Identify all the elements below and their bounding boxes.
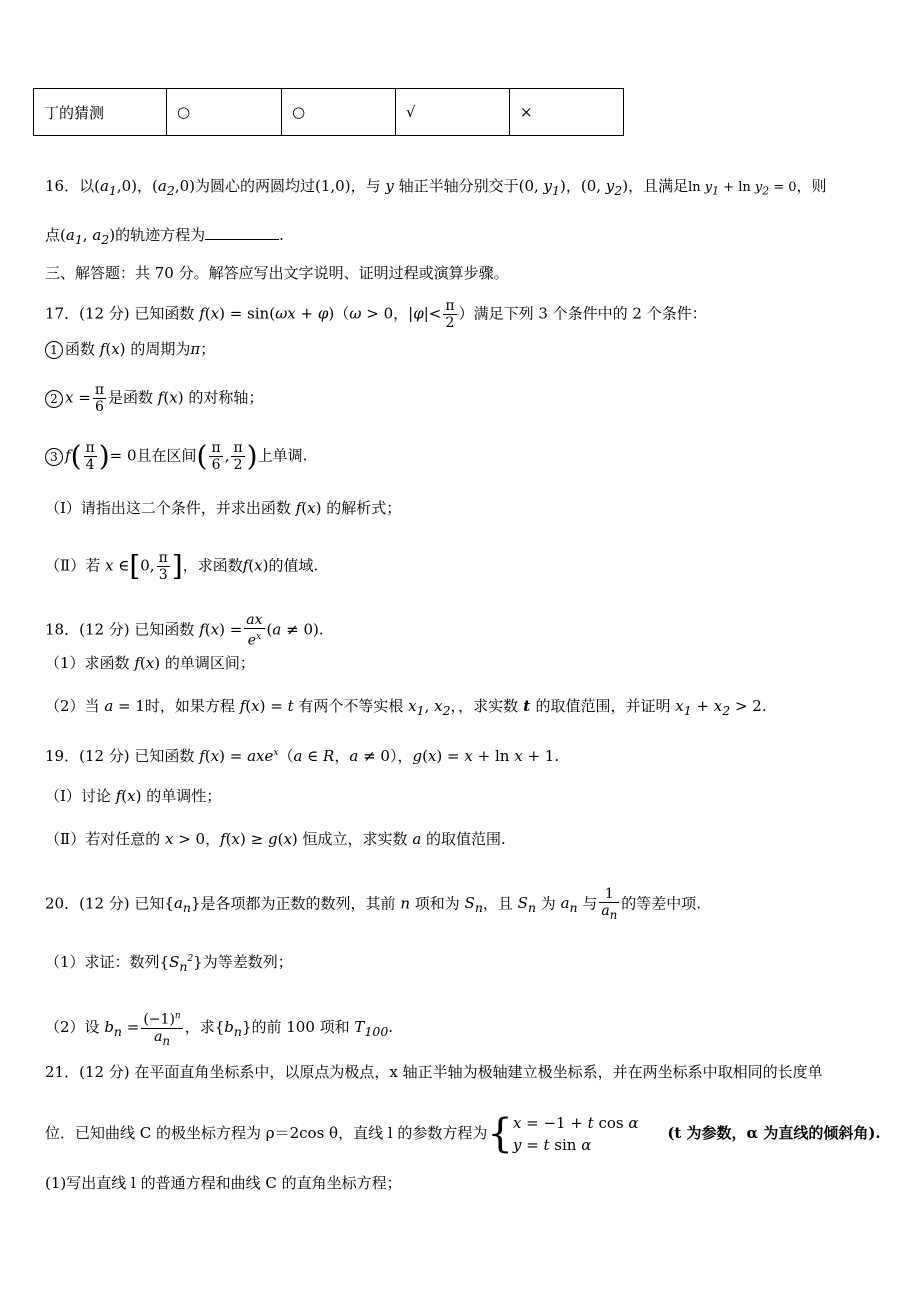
- table-cell: √: [396, 89, 510, 136]
- q20-part2: （2）设 $b_n$ = $\frac{(-1)^n}{a_n}$ ，求$\{b_n\}$的前 100 项和 $T_{100}$.: [45, 1008, 393, 1048]
- circled-one: 1: [45, 341, 63, 359]
- answer-table: [33, 88, 624, 136]
- q20-part1: （1）求证：数列$\{S_n^2\}$为等差数列；: [45, 953, 293, 974]
- q16-line1: 16．以$(a_1,0)$，$(a_2,0)$为圆心的两圆均过(1,0)，与 y 轴正半轴分别交于(0, $y_1$)，(0, $y_2$)，且满足$\ln y_1 + \ln y_2 = 0$，则: [45, 177, 827, 198]
- q19-part2: （Ⅱ）若对任意的 x > 0，f(x) ≥ g(x) 恒成立，求实数 a 的取值范围.: [45, 830, 506, 848]
- row-label: 丁的猜测: [34, 89, 167, 136]
- q17-cond2: 2 x = $\frac{\pi}{6}$ 是函数 f(x) 的对称轴；: [45, 382, 263, 415]
- q17-part2: （Ⅱ）若 x ∈[0, $\frac{\pi}{3}$ ]，求函数f(x)的值域.: [45, 549, 319, 583]
- q18-stem: 18．(12 分) 已知函数 f(x) = $\frac{ax}{e^x}$ (a ≠ 0).: [45, 612, 324, 649]
- q18-part2: （2）当 a = 1时，如果方程 f(x) = t 有两个不等实根 $x_1$, $x_2$，，求实数 t 的取值范围，并证明 $x_1 + x_2 > 2$.: [45, 697, 767, 718]
- table-row: [34, 89, 624, 136]
- table-cell: ○: [167, 89, 282, 136]
- q17-cond3: 3 f( $\frac{\pi}{4}$ )= 0且在区间( $\frac{\pi}{6}$ , $\frac{\pi}{2}$ )上单调.: [45, 440, 307, 473]
- q21-line1: 21．(12 分) 在平面直角坐标系中，以原点为极点，x 轴正半轴为极轴建立极坐标系，并在两坐标系中取相同的长度单: [45, 1063, 823, 1081]
- q17-cond1: 1 函数 f(x) 的周期为π；: [45, 338, 215, 360]
- q18-part1: （1）求函数 f(x) 的单调区间；: [45, 654, 255, 672]
- q21-part1: (1)写出直线 l 的普通方程和曲线 C 的直角坐标方程；: [45, 1174, 402, 1192]
- q20-stem: 20．(12 分) 已知$\{a_n\}$是各项都为正数的数列，其前 n 项和为 $S_n$，且 $S_n$ 为 $a_n$ 与 $\frac{1}{a_n}$ 的等差中项.: [45, 886, 702, 922]
- circled-three: 3: [45, 448, 63, 466]
- q17-stem: 17．(12 分) 已知函数 f(x) = sin(ωx + φ)（ω > 0，|φ|< $\frac{\pi}{2}$ ）满足下列 3 个条件中的 2 个条件：: [45, 298, 707, 331]
- table-cell: ×: [510, 89, 624, 136]
- q17-part1: （Ⅰ）请指出这二个条件，并求出函数 f(x) 的解析式；: [45, 499, 402, 517]
- q16-line2: 点($a_1$, $a_2$)的轨迹方程为 .: [45, 226, 284, 247]
- q19-part1: （Ⅰ）讨论 f(x) 的单调性；: [45, 787, 222, 805]
- q19-stem: 19．(12 分) 已知函数 f(x) = axe$^x$（a ∈ R，a ≠ 0），g(x) = x + ln x + 1.: [45, 747, 560, 765]
- section3-title: 三、解答题：共 70 分。解答应写出文字说明、证明过程或演算步骤。: [45, 264, 509, 282]
- q21-line2: 位．已知曲线 C 的极坐标方程为 ρ＝2cos θ，直线 l 的参数方程为{ x = −1 + t cos α y = t sin α (t 为参数，α 为直线的倾斜角).: [45, 1111, 881, 1157]
- answer-blank: [205, 225, 279, 240]
- table-cell: ○: [282, 89, 396, 136]
- circled-two: 2: [45, 390, 63, 408]
